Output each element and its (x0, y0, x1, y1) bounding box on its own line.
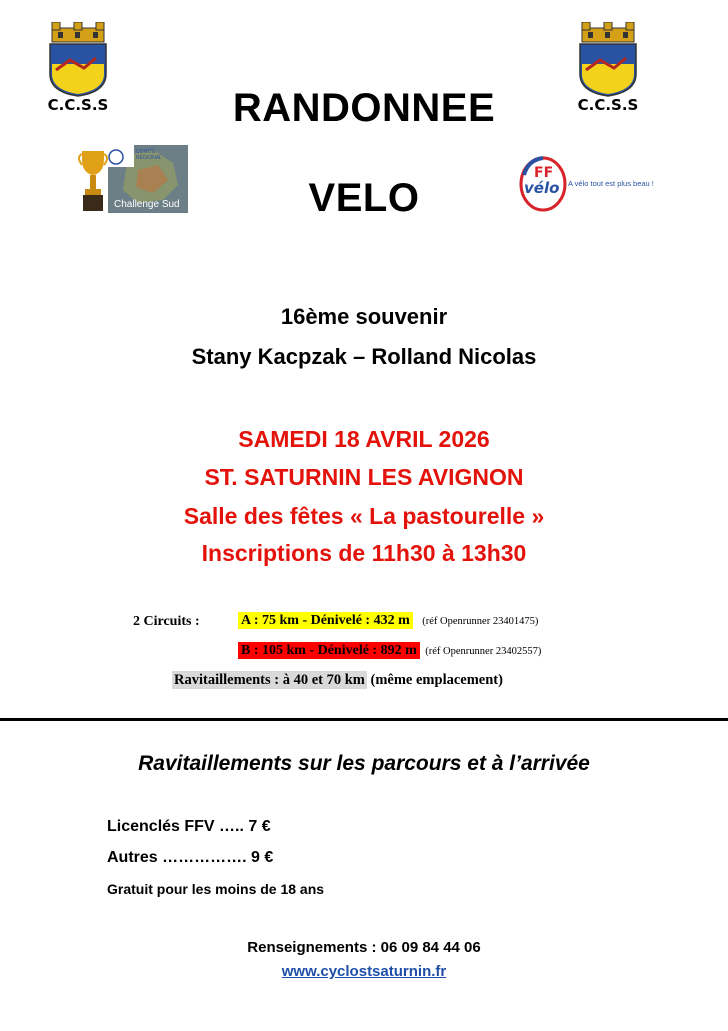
event-date: SAMEDI 18 AVRIL 2026 (238, 426, 490, 452)
event-venue: Salle des fêtes « La pastourelle » (183, 503, 545, 529)
circuit-a-ref: (réf Openrunner 23401475) (422, 616, 539, 627)
title-line-2: VELO (308, 176, 420, 220)
info-phone: Renseignements : 06 09 84 44 06 (247, 939, 481, 956)
circuits-label: 2 Circuits : (133, 614, 200, 629)
free-under-18: Gratuit pour les moins de 18 ans (107, 881, 325, 897)
website-link[interactable]: www.cyclostsaturnin.fr (281, 963, 447, 980)
ravito-heading: Ravitaillements sur les parcours et à l’arrivée (138, 752, 590, 775)
ravito-rest: (même emplacement) (366, 672, 503, 688)
challenge-sud-logo (78, 145, 188, 213)
ffvelo-text-bottom: vélo (524, 179, 560, 197)
challenge-sud-label: Challenge Sud (114, 199, 180, 210)
club-logo-left-text: C.C.S.S (47, 96, 109, 114)
circuit-a-text: A : 75 km - Dénivelé : 432 m (238, 612, 413, 629)
challenge-badge-line-1: COMITÉ (136, 149, 156, 155)
ravito-highlight: Ravitaillements : à 40 et 70 km (174, 672, 365, 688)
price-licencies: Licenclés FFV ….. 7 € (107, 818, 271, 835)
price-autres: Autres ……………. 9 € (107, 849, 274, 866)
circuit-b-text: B : 105 km - Dénivelé : 892 m (238, 642, 420, 659)
event-place: ST. SATURNIN LES AVIGNON (204, 464, 524, 490)
title-line-1: RANDONNEE (232, 86, 496, 130)
section-divider (0, 718, 728, 721)
ffvelo-text-top: FF (534, 165, 554, 181)
ravito-line (172, 672, 503, 689)
souvenir-line-1: 16ème souvenir (280, 304, 448, 329)
circuit-b (238, 643, 541, 659)
challenge-badge-line-2: RÉGIONAL (136, 155, 162, 161)
circuit-b-ref: (réf Openrunner 23402557) (425, 646, 542, 657)
ffvelo-slogan: A vélo tout est plus beau ! (568, 179, 654, 188)
ffvelo-logo (518, 155, 668, 215)
club-logo-right-text: C.C.S.S (577, 96, 639, 114)
event-registration: Inscriptions de 11h30 à 13h30 (201, 540, 527, 566)
souvenir-line-2: Stany Kacpzak – Rolland Nicolas (191, 344, 537, 369)
circuit-a (238, 613, 538, 629)
